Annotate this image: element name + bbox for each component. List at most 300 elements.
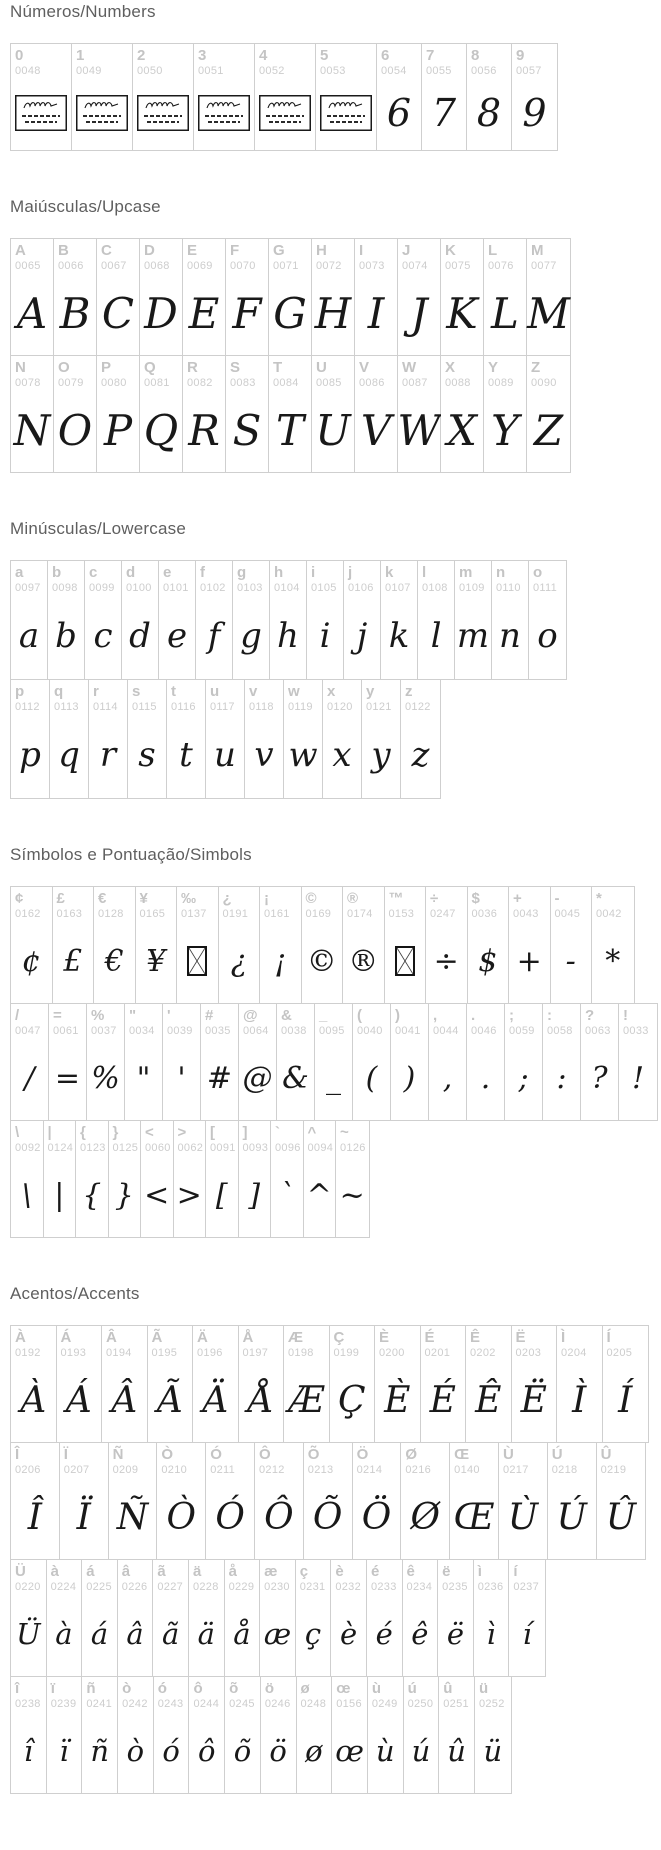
char-label: | <box>47 1124 52 1141</box>
code-label: 0069 <box>187 260 213 273</box>
char-label: ä <box>192 1563 202 1580</box>
cell-labels <box>395 1007 421 1040</box>
code-label: 0088 <box>445 377 471 390</box>
char-label: ç <box>299 1563 309 1580</box>
code-label: 0090 <box>531 377 557 390</box>
code-label: 0243 <box>157 1698 184 1711</box>
glyph-preview: í <box>522 1617 532 1651</box>
cell-labels <box>319 1007 345 1040</box>
glyph-cell-0066 <box>54 239 97 355</box>
code-label: 0077 <box>531 260 557 273</box>
cell-labels <box>372 1680 398 1713</box>
glyph-cell-0121 <box>362 680 401 798</box>
glyph-cell-0247 <box>426 887 468 1003</box>
cell-labels <box>265 1680 291 1713</box>
glyph-cell-0252 <box>475 1677 511 1793</box>
cell-labels <box>273 242 299 275</box>
cell-labels <box>193 1563 219 1596</box>
glyph-cell-0038 <box>277 1004 315 1120</box>
cell-labels <box>243 1007 269 1040</box>
char-label: 3 <box>198 47 207 64</box>
glyph-cell-0046 <box>467 1004 505 1120</box>
glyph-preview: . <box>480 1060 491 1096</box>
glyph-cell-0056 <box>467 44 512 150</box>
char-label: O <box>58 359 70 376</box>
glyph-preview: + <box>516 943 542 979</box>
demo-license-box-icon <box>133 82 193 144</box>
code-label: 0218 <box>551 1464 578 1477</box>
char-label: £ <box>56 890 65 907</box>
glyph-cell-0205 <box>603 1326 649 1442</box>
glyph-preview: k <box>388 616 410 656</box>
code-label: 0040 <box>357 1025 383 1038</box>
char-label: ñ <box>86 1680 96 1697</box>
glyph-preview: z <box>411 735 430 775</box>
glyph-cell-0120 <box>323 680 362 798</box>
cell-labels <box>132 683 157 716</box>
glyph-cell-0245 <box>225 1677 261 1793</box>
glyph-preview: } <box>114 1177 134 1213</box>
glyph-preview: y <box>371 735 391 775</box>
glyph-preview: Y <box>491 405 519 455</box>
glyph-preview: s <box>138 735 156 775</box>
cell-labels <box>371 1563 397 1596</box>
code-label: 0066 <box>58 260 84 273</box>
cell-labels <box>311 564 337 597</box>
char-label: $ <box>471 890 480 907</box>
glyph-preview: à <box>55 1617 73 1651</box>
cell-labels <box>15 1563 41 1596</box>
code-label: 0216 <box>405 1464 432 1477</box>
glyph-preview: d <box>129 616 151 656</box>
char-label: ® <box>347 890 359 907</box>
cell-labels <box>15 683 40 716</box>
glyph-cell-0061 <box>49 1004 87 1120</box>
cell-labels <box>509 1007 535 1040</box>
char-label: \ <box>15 1124 20 1141</box>
code-label: 0137 <box>181 908 207 921</box>
char-label: y <box>366 683 375 700</box>
cell-labels <box>471 1007 497 1040</box>
glyph-cell-0084 <box>269 356 312 472</box>
char-label: . <box>471 1007 476 1024</box>
char-label: & <box>281 1007 292 1024</box>
code-label: 0234 <box>406 1581 433 1594</box>
cell-labels <box>379 1329 405 1362</box>
char-label: T <box>273 359 283 376</box>
code-label: 0246 <box>264 1698 291 1711</box>
char-label: W <box>402 359 417 376</box>
code-label: 0191 <box>222 908 249 921</box>
cell-labels <box>316 242 342 275</box>
code-label: 0227 <box>157 1581 184 1594</box>
cell-labels <box>433 1007 459 1040</box>
glyph-preview: ä <box>197 1617 215 1651</box>
glyph-cell-0199 <box>330 1326 376 1442</box>
code-label: 0251 <box>443 1698 469 1711</box>
code-label: 0093 <box>242 1142 269 1155</box>
glyph-cell-0101 <box>159 561 196 679</box>
code-label: 0087 <box>402 377 428 390</box>
glyph-cell-0153 <box>385 887 427 1003</box>
glyph-preview: * <box>605 943 621 979</box>
code-label: 0210 <box>161 1464 188 1477</box>
glyph-preview: œ <box>335 1734 364 1768</box>
glyph-cell-0112 <box>11 680 50 798</box>
code-label: 0067 <box>101 260 127 273</box>
code-label: 0106 <box>348 582 374 595</box>
cell-labels <box>158 1680 184 1713</box>
char-label: w <box>288 683 300 700</box>
cell-labels <box>230 242 256 275</box>
cell-labels <box>89 564 115 597</box>
char-label: ¿ <box>222 890 232 907</box>
char-label: 1 <box>76 47 85 64</box>
glyph-cell-0105 <box>307 561 344 679</box>
cell-labels <box>300 1563 326 1596</box>
glyph-row <box>10 1003 658 1121</box>
glyph-preview: ó <box>162 1734 180 1768</box>
glyph-preview: x <box>332 735 352 775</box>
char-label: À <box>15 1329 26 1346</box>
char-label: x <box>327 683 336 700</box>
code-label: 0247 <box>430 908 456 921</box>
glyph-row <box>10 886 635 1004</box>
char-label: L <box>488 242 498 259</box>
cell-labels <box>426 47 452 80</box>
char-label: F <box>230 242 240 259</box>
glyph-cell-0073 <box>355 239 398 355</box>
char-label: } <box>112 1124 119 1141</box>
code-label: 0114 <box>93 701 118 714</box>
glyph-cell-0043 <box>509 887 551 1003</box>
code-label: 0038 <box>281 1025 307 1038</box>
cell-labels <box>442 1563 468 1596</box>
cell-labels <box>347 890 373 923</box>
char-label: â <box>121 1563 131 1580</box>
glyph-cell-0161 <box>260 887 302 1003</box>
glyph-preview: ë <box>446 1617 464 1651</box>
glyph-cell-0193 <box>57 1326 103 1442</box>
char-label: " <box>129 1007 137 1024</box>
glyph-cell-0224 <box>47 1560 83 1676</box>
char-label: m <box>459 564 473 581</box>
cell-labels <box>57 890 83 923</box>
glyph-cell-0045 <box>551 887 593 1003</box>
cell-labels <box>547 1007 573 1040</box>
glyph-preview: Ì <box>572 1379 587 1421</box>
cell-labels <box>488 242 514 275</box>
glyph-preview: G <box>273 288 307 338</box>
glyph-preview: w <box>288 735 318 775</box>
cell-labels <box>531 242 557 275</box>
char-label: Ú <box>551 1446 563 1463</box>
glyph-cell-0165 <box>136 887 178 1003</box>
cell-labels <box>348 564 374 597</box>
cell-labels <box>144 359 170 392</box>
glyph-cell-0104 <box>270 561 307 679</box>
glyph-preview: / <box>24 1060 35 1096</box>
cell-labels <box>126 564 152 597</box>
glyph-cell-0070 <box>226 239 269 355</box>
char-label: Ò <box>161 1446 174 1463</box>
glyph-preview: - <box>565 943 576 979</box>
char-label: H <box>316 242 327 259</box>
code-label: 0156 <box>336 1698 362 1711</box>
glyph-preview: c <box>93 616 113 656</box>
cell-labels <box>167 1007 193 1040</box>
glyph-cell-0118 <box>245 680 284 798</box>
code-label: 0046 <box>471 1025 497 1038</box>
glyph-preview: © <box>306 943 337 979</box>
code-label: 0042 <box>596 908 622 921</box>
glyph-cell-0235 <box>438 1560 474 1676</box>
glyph-preview: n <box>499 616 521 656</box>
glyph-cell-0229 <box>225 1560 261 1676</box>
glyph-preview: e <box>166 616 188 656</box>
demo-license-box-icon <box>316 82 376 144</box>
glyph-cell-0089 <box>484 356 527 472</box>
code-label: 0200 <box>379 1347 405 1360</box>
cell-labels <box>144 242 170 275</box>
code-label: 0073 <box>359 260 385 273</box>
char-label: û <box>443 1680 453 1697</box>
char-label: I <box>359 242 364 259</box>
glyph-preview: Ú <box>556 1496 587 1538</box>
cell-labels <box>405 683 431 716</box>
cell-labels <box>516 1329 542 1362</box>
glyph-preview: è <box>340 1617 358 1651</box>
char-label: f <box>200 564 205 581</box>
code-label: 0161 <box>264 908 290 921</box>
glyph-preview: U <box>315 405 351 455</box>
char-label: Ô <box>258 1446 271 1463</box>
cell-labels <box>193 1680 219 1713</box>
glyph-cell-0202 <box>466 1326 512 1442</box>
char-label: Ü <box>15 1563 26 1580</box>
glyph-preview: ` <box>279 1177 295 1213</box>
section-title-symbols: Símbolos e Pontuação/Simbols <box>10 845 252 864</box>
glyph-cell-0214 <box>353 1443 402 1559</box>
code-label: 0110 <box>496 582 521 595</box>
code-label: 0078 <box>15 377 41 390</box>
glyph-cell-0227 <box>153 1560 189 1676</box>
glyph-cell-0037 <box>87 1004 125 1120</box>
glyph-cell-0249 <box>368 1677 404 1793</box>
code-label: 0076 <box>488 260 514 273</box>
code-label: 0109 <box>459 582 485 595</box>
char-label: ï <box>50 1680 55 1697</box>
glyph-preview: W <box>397 405 441 455</box>
cell-labels <box>61 1329 87 1362</box>
glyph-preview: S <box>232 405 262 455</box>
cell-labels <box>171 683 196 716</box>
code-label: 0239 <box>50 1698 77 1711</box>
code-label: 0034 <box>129 1025 155 1038</box>
glyph-preview: E <box>188 288 220 338</box>
glyph-cell-0088 <box>441 356 484 472</box>
char-label: g <box>237 564 247 581</box>
char-label: ™ <box>388 890 404 907</box>
cell-labels <box>425 1329 451 1362</box>
code-label: 0153 <box>388 908 415 921</box>
glyph-preview: ? <box>591 1060 608 1096</box>
code-label: 0055 <box>426 65 452 78</box>
glyph-preview: ç <box>304 1617 322 1651</box>
code-label: 0230 <box>264 1581 290 1594</box>
glyph-cell-0090 <box>527 356 570 472</box>
glyph-cell-0232 <box>331 1560 367 1676</box>
glyph-preview: Â <box>111 1379 138 1421</box>
glyph-preview: Û <box>605 1496 637 1538</box>
glyph-preview: [ <box>215 1177 228 1213</box>
section-uppercase <box>10 197 661 473</box>
glyph-cell-0212 <box>255 1443 304 1559</box>
glyph-preview: Î <box>27 1496 43 1538</box>
glyph-cell-0241 <box>82 1677 118 1793</box>
glyph-cell-0250 <box>404 1677 440 1793</box>
cell-labels <box>275 1124 301 1157</box>
glyph-cell-0077 <box>527 239 570 355</box>
code-label: 0039 <box>167 1025 193 1038</box>
char-label: B <box>58 242 69 259</box>
cell-labels <box>389 890 415 923</box>
glyph-preview: ¥ <box>146 943 166 979</box>
char-label: ; <box>509 1007 514 1024</box>
code-label: 0097 <box>15 582 41 595</box>
code-label: 0091 <box>210 1142 236 1155</box>
glyph-preview: i <box>319 616 331 656</box>
char-label: ú <box>407 1680 417 1697</box>
char-label: z <box>405 683 413 700</box>
section-numbers <box>10 2 661 151</box>
demo-license-box-icon <box>72 82 132 144</box>
code-label: 0233 <box>370 1581 397 1594</box>
glyph-preview: q <box>58 735 80 775</box>
cell-labels <box>607 1329 633 1362</box>
glyph-cell-0197 <box>239 1326 285 1442</box>
glyph-preview: T <box>275 405 304 455</box>
cell-labels <box>366 683 392 716</box>
code-label: 0033 <box>623 1025 649 1038</box>
glyph-preview: ü <box>483 1734 503 1768</box>
char-label: k <box>385 564 394 581</box>
cell-labels <box>122 1563 148 1596</box>
cell-labels <box>488 359 514 392</box>
char-label: É <box>424 1329 435 1346</box>
char-label: , <box>433 1007 438 1024</box>
glyph-cell-0063 <box>581 1004 619 1120</box>
glyph-cell-0119 <box>284 680 323 798</box>
glyph-preview: , <box>442 1060 453 1096</box>
cell-labels <box>445 359 471 392</box>
glyph-cell-0219 <box>597 1443 646 1559</box>
char-label: Ê <box>470 1329 481 1346</box>
cell-labels <box>64 1446 90 1479</box>
glyph-preview: ; <box>518 1060 529 1096</box>
cell-labels <box>76 47 102 80</box>
char-label: C <box>101 242 112 259</box>
glyph-cell-0194 <box>102 1326 148 1442</box>
char-label: € <box>98 890 107 907</box>
glyph-preview: Í <box>618 1379 633 1421</box>
char-label: M <box>531 242 544 259</box>
char-label: å <box>228 1563 237 1580</box>
char-label: è <box>335 1563 344 1580</box>
char-label: Á <box>60 1329 72 1346</box>
glyph-cell-0237 <box>509 1560 545 1676</box>
glyph-cell-0102 <box>196 561 233 679</box>
cell-labels <box>48 1124 74 1157</box>
glyph-preview: l <box>430 616 442 656</box>
cell-labels <box>334 1329 360 1362</box>
char-label: Ù <box>502 1446 514 1463</box>
char-label: d <box>126 564 136 581</box>
char-label: P <box>101 359 112 376</box>
char-label: Ã <box>151 1329 163 1346</box>
code-label: 0056 <box>471 65 497 78</box>
cell-labels <box>101 359 127 392</box>
code-label: 0053 <box>320 65 346 78</box>
cell-labels <box>237 564 263 597</box>
char-label: Ø <box>405 1446 418 1463</box>
glyph-preview: X <box>447 405 477 455</box>
code-label: 0174 <box>347 908 373 921</box>
code-label: 0232 <box>335 1581 362 1594</box>
cell-labels <box>58 242 84 275</box>
char-label: ÷ <box>430 890 439 907</box>
char-label: ^ <box>307 1124 317 1141</box>
glyph-cell-0044 <box>429 1004 467 1120</box>
glyph-cell-0124 <box>44 1121 77 1237</box>
cell-labels <box>51 1563 77 1596</box>
code-label: 0236 <box>477 1581 504 1594</box>
char-label: Â <box>106 1329 117 1346</box>
cell-labels <box>187 359 213 392</box>
char-label: œ <box>336 1680 351 1697</box>
glyph-cell-0098 <box>48 561 85 679</box>
glyph-cell-0234 <box>403 1560 439 1676</box>
code-label: 0068 <box>144 260 170 273</box>
char-label: Û <box>600 1446 612 1463</box>
char-label: æ <box>264 1563 278 1580</box>
glyph-cell-0204 <box>557 1326 603 1442</box>
char-label: î <box>15 1680 20 1697</box>
glyph-preview: é <box>375 1617 393 1651</box>
code-label: 0092 <box>15 1142 41 1155</box>
cell-labels <box>200 564 226 597</box>
glyph-cell-0080 <box>97 356 140 472</box>
cell-labels <box>470 1329 496 1362</box>
glyph-cell-0041 <box>391 1004 429 1120</box>
char-label: í <box>513 1563 518 1580</box>
glyph-cell-0086 <box>355 356 398 472</box>
cell-labels <box>15 47 41 80</box>
char-label: ó <box>157 1680 167 1697</box>
code-label: 0165 <box>139 908 166 921</box>
code-label: 0084 <box>273 377 299 390</box>
glyph-preview: á <box>90 1617 109 1651</box>
char-label: j <box>348 564 353 581</box>
cell-labels <box>381 47 407 80</box>
glyph-preview: v <box>254 735 274 775</box>
glyph-preview: b <box>55 616 77 656</box>
char-label: V <box>359 359 370 376</box>
code-label: 0112 <box>15 701 40 714</box>
char-label: [ <box>210 1124 215 1141</box>
cell-labels <box>163 564 189 597</box>
code-label: 0117 <box>210 701 235 714</box>
